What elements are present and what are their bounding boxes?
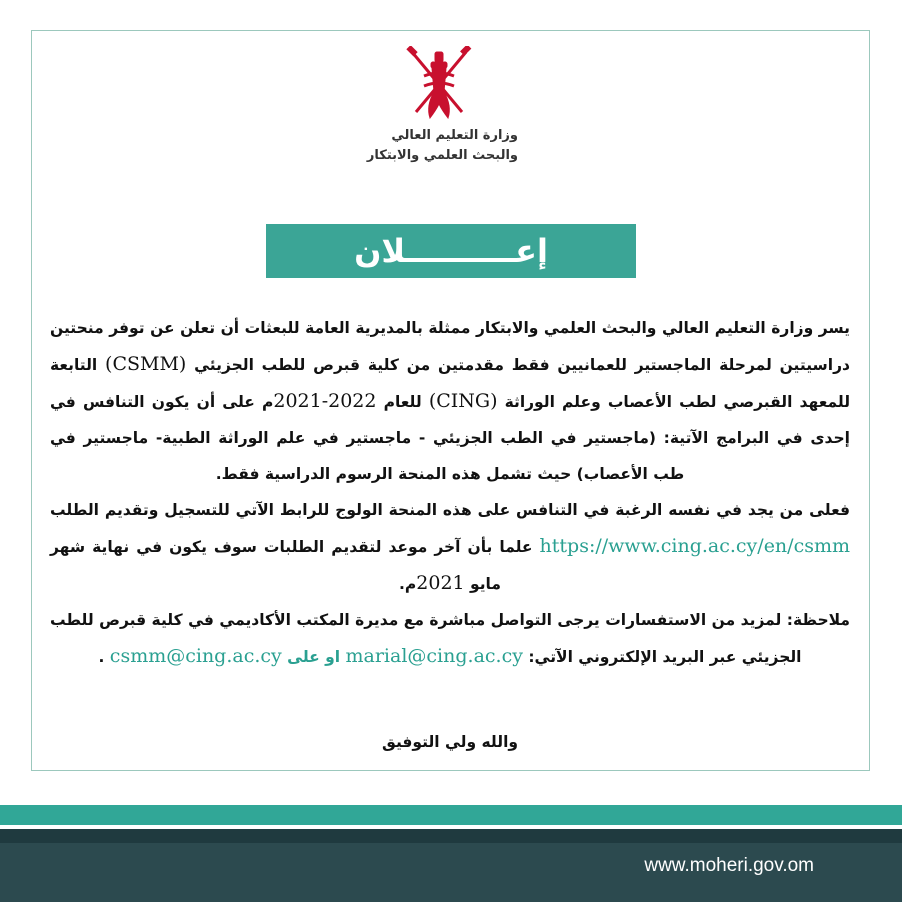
registration-link[interactable]: https://www.cing.ac.cy/en/csmm: [539, 535, 850, 557]
email-link-1[interactable]: marial@cing.ac.cy: [345, 645, 523, 667]
paragraph-1: [50, 310, 850, 492]
oman-emblem-icon: [404, 46, 474, 124]
csmm-abbr: (CSMM): [105, 353, 187, 375]
cing-abbr: (CING): [428, 390, 498, 412]
p3-text-a: ملاحظة: لمزيد من الاستفسارات يرجى التواصل مباشرة مع مديرة المكتب الأكاديمي في كلية قبرص للطب الجزيئي عبر البريد الإلكتروني الآتي:: [50, 611, 850, 666]
announcement-body: [50, 310, 850, 675]
p2-text-c: م.: [399, 575, 417, 593]
academic-year: 2021-2022: [273, 390, 377, 412]
p1-text-d: م على أن يكون التنافس في إحدى في البرامج الآتية: (ماجستير في الطب الجزيئي - ماجستير في علم الوراثة الطبية- ماجستير في طب الأعصاب) حيث تشمل هذه المنحة الرسوم الدراسية فقط.: [50, 393, 850, 483]
email-link-2[interactable]: csmm@cing.ac.cy: [109, 645, 282, 667]
p1-text-c: للعام: [376, 393, 429, 411]
or-text: او على: [281, 648, 346, 666]
p1-text-a: يسر وزارة التعليم العالي والبحث العلمي والابتكار ممثلة بالمديرية العامة للبعثات أن تعلن عن توفر منحتين دراسيتين لمرحلة الماجستير للعمانيين فقط مقدمتين من كلية قبرص للطب الجزيئي: [50, 319, 850, 374]
announcement-title: إعــــــــــلان: [354, 232, 548, 270]
closing-phrase: والله ولي التوفيق: [381, 733, 519, 751]
p1-text-b: التابعة للمعهد القبرصي لطب الأعصاب وعلم الوراثة: [50, 356, 851, 411]
paragraph-3: [50, 602, 850, 675]
website-link[interactable]: www.moheri.gov.om: [644, 855, 814, 876]
deadline-year: 2021: [416, 572, 465, 594]
paragraph-2: [50, 492, 850, 602]
p3-end: .: [98, 648, 110, 666]
p2-text-b: علما بأن آخر موعد لتقديم الطلبات سوف يكون في نهاية شهر مايو: [50, 538, 540, 593]
announcement-title-bar: [266, 224, 636, 278]
ministry-name: [330, 126, 518, 166]
footer-teal-stripe: [0, 805, 902, 825]
ministry-line-2: والبحث العلمي والابتكار: [366, 148, 518, 163]
p2-text-a: فعلى من يجد في نفسه الرغبة في التنافس على هذه المنحة الولوج للرابط الآتي للتسجيل وتقديم الطلب: [50, 501, 850, 519]
ministry-line-1: وزارة التعليم العالي: [391, 128, 518, 143]
